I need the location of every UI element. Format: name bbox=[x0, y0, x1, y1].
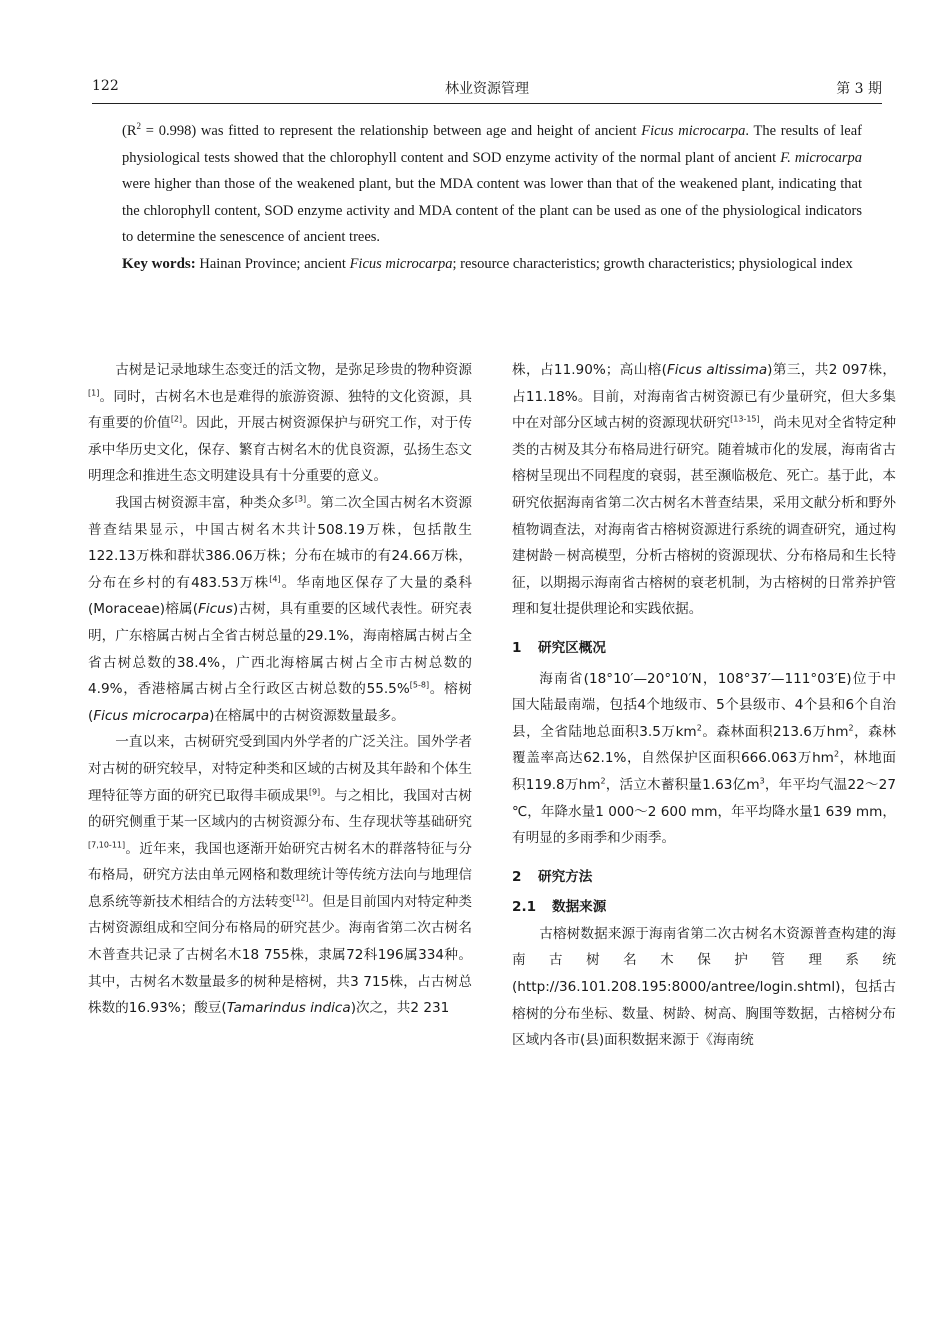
citation: [3] bbox=[294, 494, 307, 504]
paragraph: 古榕树数据来源于海南省第二次古树名木资源普查构建的海南古树名木保护管理系统(http://36.101.208.195:8000/antree/login.shtml)，包括古榕树的分布坐标、数量、树龄、树高、胸围等数据，古榕树分布区域内各市(县)面积数据来源于《海南统 bbox=[512, 925, 896, 1049]
citation: [9] bbox=[308, 786, 321, 796]
citation: [2] bbox=[170, 414, 183, 424]
paragraph: 一直以来，古树研究受到国内外学者的广泛关注。国外学者对古树的研究较早，对特定种类和区域的古树及其年龄和个体生理特征等方面的研究已取得丰硕成果[9]。与之相比，我国对古树的研究侧重于某一区域内的古树资源分布、生存现状等基础研究[7,10-11]。近年来，我国也逐渐开始研究古树名木的群落特征与分布格局，研究方法由单元网格和数理统计等传统方法向与地理信息系统等新技术相结合的方法转变[12]。但是目前国内对特定种类古树资源组成和空间分布格局的研究甚少。海南省第二次古树名木普查共记录了古树名木18 755株，隶属72科196属334种。其中，古树名木数量最多的树种是榕树，共3 715株，占古树总株数的16.93%；酸豆(Tamarindus indica)次之，共2 231 bbox=[88, 734, 473, 1017]
citation: [13-15] bbox=[730, 414, 760, 424]
paragraph: 我国古树资源丰富，种类众多[3]。第二次全国古树名木资源普查结果显示，中国古树名木共计508.19万株，包括散生122.13万株和群状386.06万株；分布在城市的有24.66万株，分布在乡村的有483.53万株[4]。华南地区保存了大量的桑科(Moraceae)榕属(Ficus)古树，具有重要的区域代表性。研究表明，广东榕属古树占全省古树总量的29.1%，海南榕属古树占全省古树总数的38.4%，广西北海榕属古树占全市古树总数的4.9%，香港榕属古树占全行政区古树总数的55.5%[5-8]。榕树(Ficus microcarpa)在榕属中的古树资源数量最多。 bbox=[88, 494, 473, 724]
citation: [5-8] bbox=[409, 680, 430, 690]
section-heading: 1 研究区概况 bbox=[512, 639, 606, 656]
paragraph: 海南省(18°10′—20°10′N，108°37′—111°03′E)位于中国大陆最南端，包括4个地级市、5个县级市、4个县和6个自治县，全省陆地总面积3.5万$km^2$。森林面积213.6万$hm^2$，森林覆盖率高达62.1%，自然保护区面积666.063万$hm^2$，林地面积119.8万$hm^2$，活立木蓄积量1.63亿$m^3$，年平均气温22～27 ℃，年降水量1 000～2 600 mm，年平均降水量1 639 mm，有明显的多雨季和少雨季。 bbox=[512, 670, 897, 847]
running-header bbox=[92, 72, 882, 104]
subsection-heading: 2.1 数据来源 bbox=[512, 899, 607, 916]
issue-label: 第 3 期 bbox=[836, 81, 882, 97]
right-column bbox=[512, 357, 896, 1054]
paragraph: 株，占11.90%；高山榕(Ficus altissima)第三，共2 097株，占11.18%。目前，对海南省古树资源已有少量研究，但大多集中在对部分区域古树的资源现状研究[13-15]，尚未见对全省特定种类的古树及其分布格局进行研究。随着城市化的发展，海南省古榕树呈现出不同程度的衰弱，甚至濒临极危、死亡。基于此，本研究依据海南省第二次古树名木普查结果，采用文献分析和野外植物调查法，对海南省古榕树资源进行系统的调查研究，通过构建树龄－树高模型，分析古榕树的资源现状、分布格局和生长特征，以期揭示海南省古榕树的衰老机制，为古榕树的日常养护管理和复壮提供理论和实践依据。 bbox=[512, 362, 897, 618]
species-name: F. microcarpa bbox=[780, 149, 862, 166]
keywords-label: Key words: bbox=[122, 255, 196, 272]
paragraph: 古树是记录地球生态变迁的活文物，是弥足珍贵的物种资源[1]。同时，古树名木也是难得的旅游资源、独特的文化资源，具有重要的价值[2]。因此，开展古树资源保护与研究工作，对于传承中华历史文化，保存、繁育古树名木的优良资源，弘扬生态文明理念和推进生态文明建设具有十分重要的意义。 bbox=[88, 362, 472, 485]
keywords: Key words: Hainan Province; ancient Ficus microcarpa; resource characteristics; growth characteristics; physiological index bbox=[122, 255, 853, 272]
abstract-text: $(R^2 = 0.998)$ was fitted to represent the relationship between age and height of ancient Ficus microcarpa. The results of leaf physiological tests showed that the chlorophyll content and SOD enzyme activity of the normal plant of ancient F. microcarpa were higher than those of the weakened plant, but the MDA content was lower than that of the weakened plant, indicating that the chlorophyll content, SOD enzyme activity and MDA content of the plant can be used as one of the physiological indicators to determine the senescence of ancient trees. bbox=[122, 121, 862, 245]
header-rule bbox=[92, 103, 882, 104]
citation: [4] bbox=[269, 574, 281, 584]
citation: [12] bbox=[292, 893, 309, 903]
page-number: 122 bbox=[92, 78, 119, 94]
left-column bbox=[88, 357, 472, 1022]
citation: [7,10-11] bbox=[88, 840, 126, 850]
r2-value: $(R^2 = 0.998)$ bbox=[122, 121, 197, 139]
citation: [1] bbox=[88, 388, 100, 398]
english-abstract bbox=[122, 118, 862, 277]
section-heading: 2 研究方法 bbox=[512, 868, 593, 885]
journal-name: 林业资源管理 bbox=[445, 81, 529, 97]
species-name: Ficus microcarpa bbox=[641, 123, 746, 139]
